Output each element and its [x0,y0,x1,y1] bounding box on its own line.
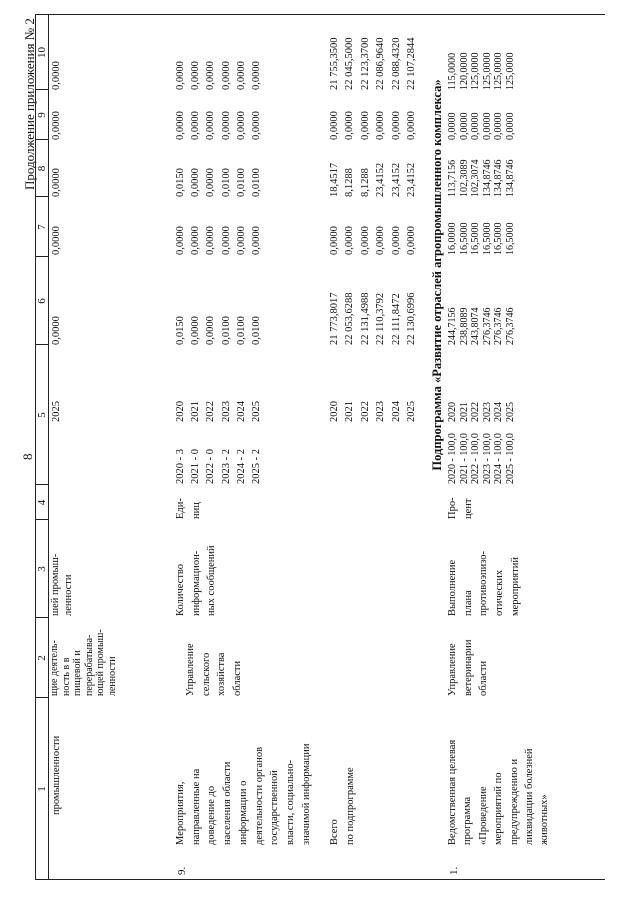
row-years: 2020 2021 2022 2023 2024 2025 [447,402,516,422]
total-label: Всего по подпрограмме [329,767,356,845]
row-other-funding: 0,0000 0,0000 0,0000 0,0000 0,0000 0,0000 [175,61,263,90]
row-local-funding: 0,0000 0,0000 0,0000 0,0000 0,0000 0,0000 [447,112,516,140]
column-number: 8 [36,165,48,172]
total-years: 2020 2021 2022 2023 2024 2025 [329,401,418,422]
column-number: 7 [36,224,48,230]
total-other: 21 755,3500 22 045,5000 22 123,3700 22 086,9640 22 088,4320 22 107,2844 [329,37,418,90]
column-number: 6 [36,298,48,304]
top-row-value: 0,0000 [51,226,62,255]
appendix-label: Продолжение приложения № 2 [22,18,37,190]
row-indicator: Выполнение плана противоэпизо- отических мероприятий [447,550,521,616]
table-right-border [35,14,605,15]
column-number: 5 [36,412,48,418]
row-years: 2020 2021 2022 2023 2024 2025 [175,401,263,422]
page-number: 8 [20,453,35,460]
row-unit: Про- цент [447,497,474,519]
row-executor: Управление ветеринарии области [447,639,490,696]
column-number: 3 [36,566,48,572]
top-row-value: 0,0000 [51,61,62,90]
row-executor: Управление сельского хозяйства области [185,643,244,696]
row-indicator: Количество информацион- ных сообщений [175,545,218,616]
row-regional-funding: 0,0150 0,0000 0,0000 0,0100 0,0100 0,0100 [175,168,263,197]
row-local-funding: 0,0000 0,0000 0,0000 0,0000 0,0000 0,0000 [175,111,263,140]
row-name: Ведомственная целевая программа «Проведение мероприятий по предупреждению и ликвидации болезней животных» [447,739,551,845]
row-federal-funding: 16,0000 16,5000 16,5000 16,5000 16,5000 16,5000 [447,222,516,255]
top-row-value: 0,0000 [51,316,62,345]
row-number: 1. [448,866,460,875]
total-local: 0,0000 0,0000 0,0000 0,0000 0,0000 0,0000 [329,111,418,140]
column-number: 2 [36,655,48,661]
total-federal: 0,0000 0,0000 0,0000 0,0000 0,0000 0,0000 [329,226,418,255]
row-unit: Еди- ниц [175,498,202,519]
row-total-funding: 0,0150 0,0000 0,0000 0,0100 0,0100 0,0100 [175,316,263,345]
row-regional-funding: 113,7156 102,3089 102,3074 134,8746 134,8746 134,8746 [447,159,516,197]
row-federal-funding: 0,0000 0,0000 0,0000 0,0000 0,0000 0,0000 [175,226,263,255]
table-left-border [35,879,605,880]
total-funding: 21 773,8017 22 053,6288 22 131,4988 22 110,3792 22 111,8472 22 130,6996 [329,292,418,345]
subprogram-title: Подпрограмма «Развитие отраслей агропромышленного комплекса» [430,79,444,471]
column-number: 4 [36,499,48,506]
row-name: Мероприятия, направленные на доведение до населения области информации о деятельности органов государственной власти, социально- значимой информации [175,743,312,845]
top-row-value: 0,0000 [51,168,62,197]
column-number: 9 [36,112,48,118]
row-other-funding: 115,0000 120,0000 125,0000 125,0000 125,0000 125,0000 [447,52,516,90]
column-number: 1 [36,786,48,792]
top-row-year: 2025 [51,401,62,422]
row-number: 9. [176,866,188,875]
row-total-funding: 244,7156 238,8089 243,8074 276,3746 276,3746 276,3746 [447,307,516,345]
total-regional: 18,4517 8,1288 8,1288 23,4152 23,4152 23,4152 [329,162,418,197]
row-targets: 2020 - 3 2021 - 0 2022 - 0 2023 - 2 2024 - 2 2025 - 2 [175,449,263,484]
top-row-value: 0,0000 [51,111,62,140]
top-row-indicator: шей промыш- ленности [50,553,74,616]
row-targets: 2020 - 100,0 2021 - 100,0 2022 - 100,0 2023 - 100,0 2024 - 100,0 2025 - 100,0 [447,433,516,484]
column-number: 10 [36,47,48,58]
top-row-name: промышленности [51,735,62,815]
top-row-executor: щие деятель- ность в в пищевой и перерабатыва- ющей промыш- ленности [49,629,118,696]
